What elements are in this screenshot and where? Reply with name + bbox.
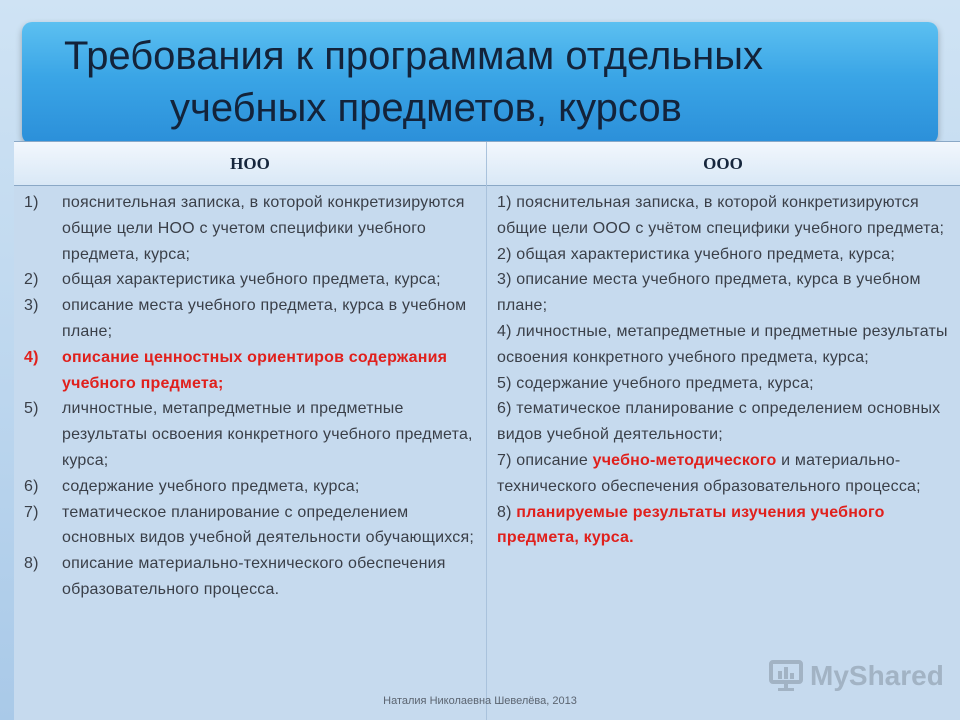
noo-item-1	[24, 190, 482, 267]
noo-item-7	[24, 500, 482, 552]
ooo-item-7-highlight: учебно-методического	[592, 451, 777, 469]
item-text: описание места учебного предмета, курса в учебном плане;	[62, 297, 467, 340]
author-footer: Наталия Николаевна Шевелёва, 2013	[383, 695, 577, 707]
slide-title	[64, 30, 904, 134]
ooo-item-3: 3) описание места учебного предмета, курса в учебном плане;	[497, 271, 921, 315]
ooo-item-8-highlight: планируемые результаты изучения учебного предмета, курса.	[497, 503, 885, 547]
header-divider	[14, 185, 960, 186]
ooo-item-8-number: 8)	[497, 503, 517, 521]
noo-item-3	[24, 293, 482, 345]
ooo-item-4: 4) личностные, метапредметные и предметные результаты освоения конкретного учебного предмета, курса;	[497, 322, 948, 366]
item-text: личностные, метапредметные и предметные результаты освоения конкретного учебного предмета, курса;	[62, 400, 473, 469]
item-text: тематическое планирование с определением основных видов учебной деятельности обучающихся;	[62, 503, 474, 547]
noo-column	[24, 190, 482, 603]
comparison-table	[14, 141, 960, 720]
ooo-item-6: 6) тематическое планирование с определением основных видов учебной деятельности;	[497, 400, 941, 444]
item-text: пояснительная записка, в которой конкретизируются общие цели НОО с учетом специфики учебного предмета, курса;	[62, 194, 465, 263]
noo-item-2	[24, 267, 482, 293]
item-number: 3)	[24, 297, 39, 315]
item-number: 4)	[24, 348, 39, 366]
presentation-board-icon	[768, 659, 804, 693]
ooo-item-7	[497, 448, 957, 500]
header-noo: НОО	[14, 142, 486, 185]
ooo-item-7-end: и материально-технического обеспечения образовательного процесса;	[497, 451, 921, 495]
noo-item-4-highlighted	[24, 345, 482, 397]
item-number: 6)	[24, 477, 39, 495]
title-line-1: Требования к программам отдельных	[64, 34, 763, 78]
noo-item-5	[24, 396, 482, 473]
header-ooo: ООО	[486, 142, 960, 185]
ooo-item-5: 5) содержание учебного предмета, курса;	[497, 374, 814, 392]
item-text: общая характеристика учебного предмета, курса;	[62, 271, 441, 289]
item-text: описание материально-технического обеспечения образовательного процесса.	[62, 555, 446, 598]
item-text: описание ценностных ориентиров содержания учебного предмета;	[62, 348, 448, 392]
item-number: 5)	[24, 400, 39, 418]
ooo-item-7-start: 7) описание	[497, 451, 593, 469]
column-divider	[486, 142, 487, 720]
noo-item-8	[24, 551, 482, 603]
ooo-item-8	[497, 500, 957, 552]
title-line-2: учебных предметов, курсов	[170, 86, 682, 130]
ooo-item-1: 1) пояснительная записка, в которой конкретизируются общие цели ООО с учётом специфики учебного предмета;	[497, 194, 945, 237]
myshared-watermark	[768, 656, 944, 696]
item-text: содержание учебного предмета, курса;	[62, 477, 360, 495]
ooo-column	[497, 190, 957, 551]
item-number: 1)	[24, 194, 39, 211]
ooo-item-2: 2) общая характеристика учебного предмета, курса;	[497, 245, 896, 263]
noo-item-6	[24, 474, 482, 500]
item-number: 7)	[24, 503, 39, 521]
watermark-text: MyShared	[810, 660, 944, 691]
item-number: 8)	[24, 555, 39, 573]
item-number: 2)	[24, 271, 39, 289]
